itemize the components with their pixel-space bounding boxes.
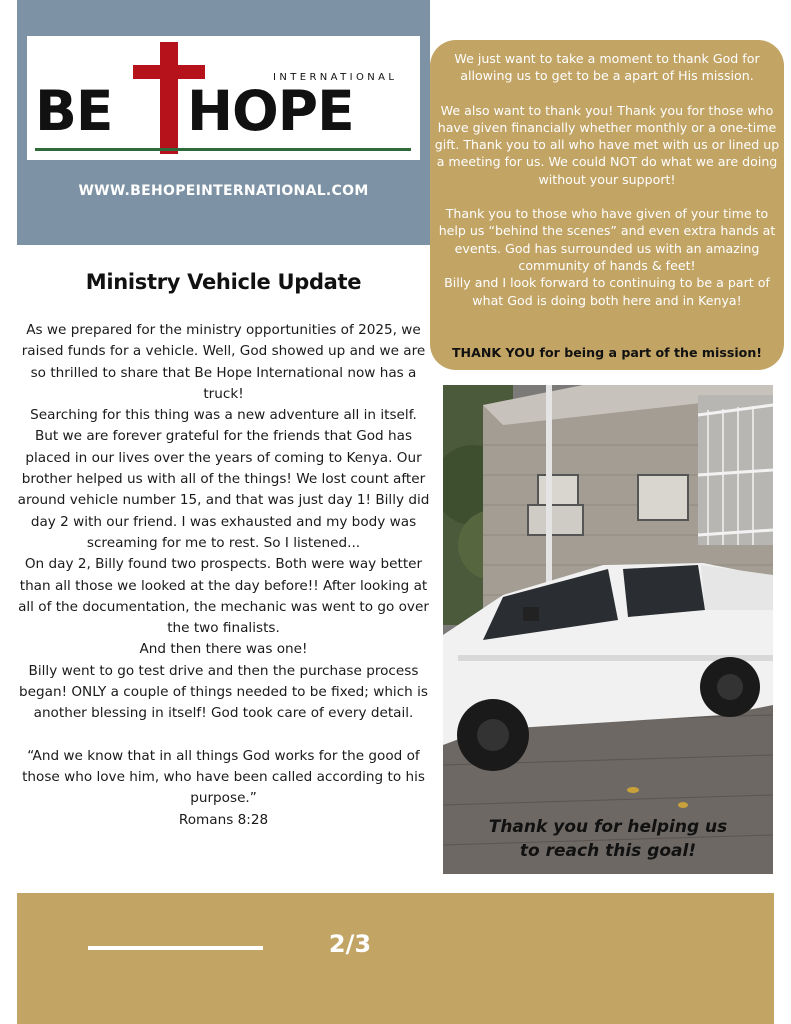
article-paragraph: Billy went to go test drive and then the purchase process began! ONLY a couple of things needed to be fixed; which is another blessing in itself! God took care of every detail. bbox=[19, 662, 428, 722]
article-paragraph: On day 2, Billy found two prospects. Both were way better than all those we looked at the day before!! After looking at all of the documentation, the mechanic was went to go over the two finalists. bbox=[18, 556, 429, 637]
photo-caption bbox=[443, 815, 773, 863]
logo-tagline: INTERNATIONAL bbox=[273, 72, 398, 83]
photo-caption-line: to reach this goal! bbox=[519, 841, 697, 861]
page-number: 2/3 bbox=[328, 930, 372, 958]
truck-photo bbox=[443, 385, 773, 874]
article-title: Ministry Vehicle Update bbox=[85, 270, 362, 294]
footer-divider bbox=[88, 946, 263, 950]
article-body bbox=[17, 320, 430, 831]
footer-bar bbox=[17, 893, 774, 1024]
cross-icon-bar bbox=[133, 65, 205, 79]
thanks-paragraph: Billy and I look forward to continuing to be a part of what God is doing both here and in Kenya! bbox=[444, 275, 770, 308]
thanks-paragraph: Thank you to those who have given of your time to help us “behind the scenes” and even extra hands at events. God has surrounded us with an amazing community of hands & feet! bbox=[438, 206, 776, 273]
website-link[interactable]: WWW.BEHOPEINTERNATIONAL.COM bbox=[78, 183, 369, 199]
article-paragraph: As we prepared for the ministry opportunities of 2025, we raised funds for a vehicle. Well, God showed up and we are so thrilled to share that Be Hope International now has a truck! bbox=[21, 322, 426, 402]
thanks-card bbox=[430, 40, 784, 370]
scripture-reference: Romans 8:28 bbox=[178, 811, 269, 828]
article-paragraph: And then there was one! bbox=[139, 641, 308, 658]
logo-word-hope: HOPE bbox=[187, 79, 354, 143]
logo-word-be: BE bbox=[35, 79, 113, 143]
article-paragraph: Searching for this thing was a new adventure all in itself. But we are forever grateful for the friends that God has placed in our lives over the years of coming to Kenya. Our brother helped us with all of the things! We lost count after around vehicle number 15, and that was just day 1! Billy did day 2 with our friend. I was exhausted and my body was screaming for me to rest. So I listened... bbox=[17, 407, 430, 551]
scripture-quote: “And we know that in all things God works for the good of those who love him, who have been called according to his purpose.” bbox=[22, 747, 425, 807]
logo-underline bbox=[35, 148, 411, 151]
photo-caption-line: Thank you for helping us bbox=[488, 817, 728, 837]
logo bbox=[27, 36, 420, 160]
truck-illustration bbox=[443, 385, 773, 874]
thanks-paragraph: We just want to take a moment to thank God for allowing us to get to be a apart of His mission. bbox=[454, 51, 760, 84]
thanks-closing: THANK YOU for being a part of the mission! bbox=[451, 345, 763, 360]
thanks-paragraph: We also want to thank you! Thank you for those who have given financially whether monthly or a one-time gift. Thank you to all who have met with us or lined up a meeting for us. We could NOT do what we are doing without your support! bbox=[434, 102, 780, 187]
cross-icon bbox=[160, 42, 178, 154]
